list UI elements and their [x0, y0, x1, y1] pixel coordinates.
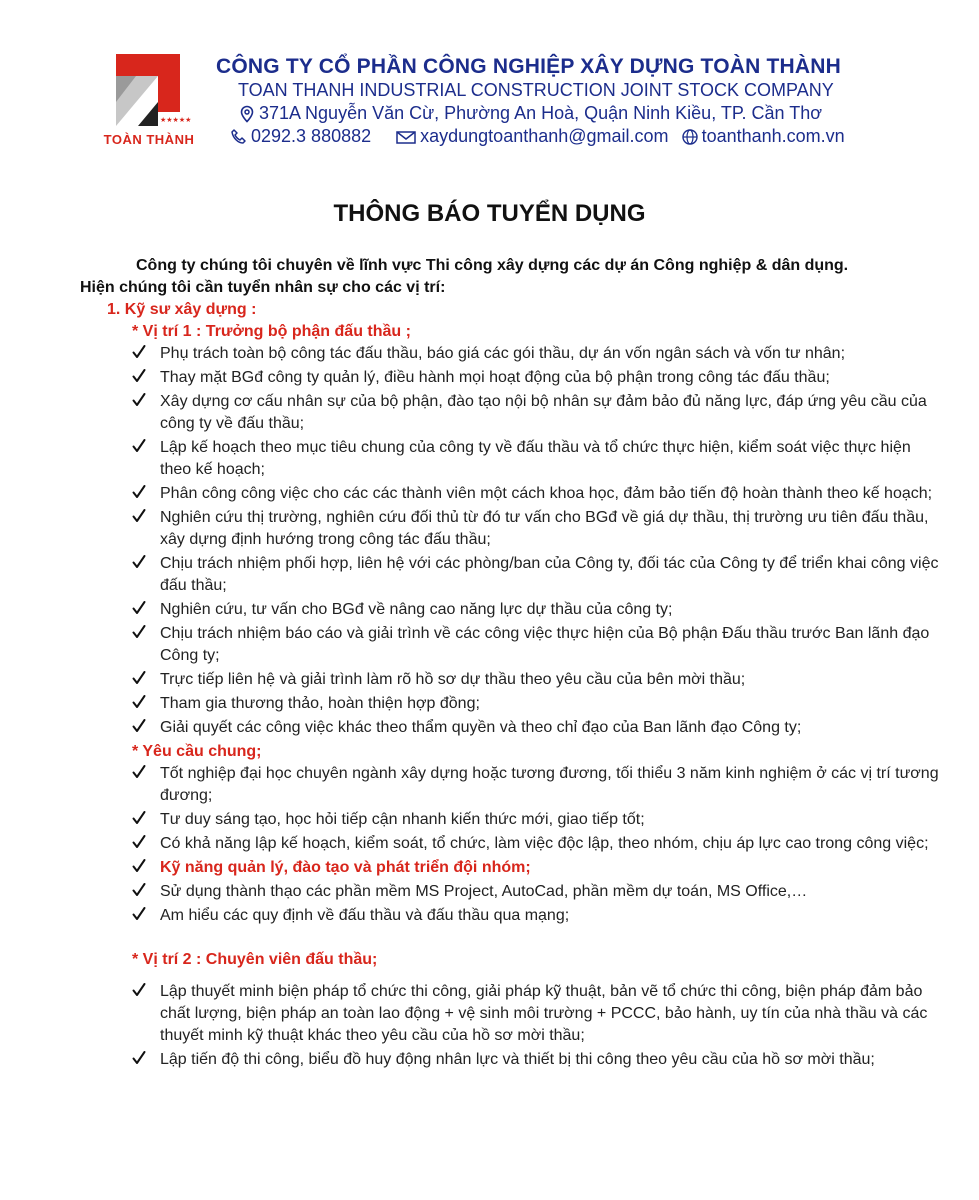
checkmark-icon	[132, 438, 146, 454]
list-item-text: Nghiên cứu, tư vấn cho BGđ về nâng cao năng lực dự thầu của công ty;	[160, 601, 673, 618]
intro	[80, 255, 940, 299]
list-item-text: Lập tiến độ thi công, biểu đồ huy động nhân lực và thiết bị thi công theo yêu cầu của hồ sơ mời thầu;	[160, 1051, 875, 1068]
checkmark-icon	[132, 764, 146, 780]
checkmark-icon	[132, 982, 146, 998]
position-1-duties	[80, 343, 940, 739]
list-item	[80, 623, 940, 667]
address-row	[238, 103, 822, 124]
logo-text: TOÀN THÀNH	[103, 132, 195, 147]
list-item-text: Có khả năng lập kế hoạch, kiểm soát, tổ chức, làm việc độc lập, theo nhóm, chịu áp lực cao trong công việc;	[160, 835, 929, 852]
checkmark-icon	[132, 344, 146, 360]
list-item	[80, 905, 940, 927]
company-name-vi: CÔNG TY CỔ PHẦN CÔNG NGHIỆP XÂY DỰNG TOÀN THÀNH	[216, 55, 841, 78]
list-item-text: Lập thuyết minh biện pháp tổ chức thi công, giải pháp kỹ thuật, bản vẽ tổ chức thi công, biện pháp đảm bảo chất lượng, biện pháp an toàn lao động + vệ sinh môi trường + PCCC, bảo hành, uy tín của nhà thầu và các thuyết minh kỹ thuật khác theo yêu cầu của hồ sơ mời thầu;	[160, 983, 928, 1044]
website-text[interactable]: toanthanh.com.vn	[701, 126, 845, 146]
checkmark-icon	[132, 624, 146, 640]
location-pin-icon	[238, 105, 256, 123]
position-2-heading: * Vị trí 2 : Chuyên viên đấu thầu;	[132, 951, 378, 968]
document-body	[80, 255, 940, 1073]
list-item-text: Phân công công việc cho các các thành viên một cách khoa học, đảm bảo tiến độ hoàn thành theo kế hoạch;	[160, 485, 933, 502]
svg-text:★★★★★: ★★★★★	[160, 116, 192, 124]
checkmark-icon	[132, 392, 146, 408]
company-logo	[88, 52, 210, 152]
list-item	[80, 809, 940, 831]
list-item	[80, 483, 940, 505]
checkmark-icon	[132, 600, 146, 616]
list-item	[80, 1049, 940, 1071]
list-item	[80, 981, 940, 1047]
page-title: THÔNG BÁO TUYỂN DỤNG	[333, 200, 646, 227]
address-text: 371A Nguyễn Văn Cừ, Phường An Hoà, Quận Ninh Kiều, TP. Cần Thơ	[259, 103, 823, 123]
checkmark-icon	[132, 718, 146, 734]
checkmark-icon	[132, 368, 146, 384]
phone-icon	[230, 128, 248, 146]
list-item	[80, 857, 940, 879]
list-item	[80, 763, 940, 807]
list-item-text: Thay mặt BGđ công ty quản lý, điều hành mọi hoạt động của bộ phận trong công tác đấu thầu;	[160, 369, 830, 386]
list-item-text: Giải quyết các công việc khác theo thẩm quyền và theo chỉ đạo của Ban lãnh đạo Công ty;	[160, 719, 802, 736]
requirements-heading: * Yêu cầu chung;	[132, 743, 262, 760]
list-item	[80, 669, 940, 691]
list-item-text: Trực tiếp liên hệ và giải trình làm rõ hồ sơ dự thầu theo yêu cầu của bên mời thầu;	[160, 671, 746, 688]
checkmark-icon	[132, 484, 146, 500]
list-item-text: Tốt nghiệp đại học chuyên ngành xây dựng hoặc tương đương, tối thiểu 3 năm kinh nghiệm ở các vị trí tương đương;	[160, 765, 939, 804]
checkmark-icon	[132, 810, 146, 826]
checkmark-icon	[132, 906, 146, 922]
logo-mark-icon	[88, 52, 210, 132]
list-item-text: Nghiên cứu thị trường, nghiên cứu đối thủ từ đó tư vấn cho BGđ về giá dự thầu, thị trường ưu tiên đấu thầu, xây dựng định hướng trong công tác đấu thầu;	[160, 509, 929, 548]
list-item-text: Xây dựng cơ cấu nhân sự của bộ phận, đào tạo nội bộ nhân sự đảm bảo đủ năng lực, đáp ứng yêu cầu của công ty về đấu thầu;	[160, 393, 927, 432]
checkmark-icon	[132, 670, 146, 686]
checkmark-icon	[132, 858, 146, 874]
list-item	[80, 881, 940, 903]
list-item	[80, 833, 940, 855]
company-name-en: TOAN THANH INDUSTRIAL CONSTRUCTION JOINT STOCK COMPANY	[238, 80, 834, 100]
list-item	[80, 599, 940, 621]
list-item-text: Chịu trách nhiệm phối hợp, liên hệ với các phòng/ban của Công ty, đối tác của Công ty để triển khai công việc đấu thầu;	[160, 555, 939, 594]
list-item	[80, 437, 940, 481]
list-item-text: Chịu trách nhiệm báo cáo và giải trình về các công việc thực hiện của Bộ phận Đấu thầu trước Ban lãnh đạo Công ty;	[160, 625, 930, 664]
list-item	[80, 553, 940, 597]
position-1-heading: * Vị trí 1 : Trưởng bộ phận đấu thầu ;	[132, 323, 411, 340]
email-text[interactable]: xaydungtoanthanh@gmail.com	[420, 126, 669, 146]
checkmark-icon	[132, 508, 146, 524]
section-heading: 1. Kỹ sư xây dựng :	[107, 301, 257, 318]
phone-text: 0292.3 880882	[251, 126, 372, 146]
letterhead	[0, 0, 979, 170]
list-item-text: Phụ trách toàn bộ công tác đấu thầu, báo giá các gói thầu, dự án vốn ngân sách và vốn tư nhân;	[160, 345, 846, 362]
email-icon	[395, 128, 417, 146]
list-item	[80, 507, 940, 551]
list-item-text: Tư duy sáng tạo, học hỏi tiếp cận nhanh kiến thức mới, giao tiếp tốt;	[160, 811, 645, 828]
list-item	[80, 367, 940, 389]
checkmark-icon	[132, 882, 146, 898]
contact-row	[230, 126, 845, 147]
list-item	[80, 391, 940, 435]
globe-icon	[681, 128, 699, 146]
checkmark-icon	[132, 694, 146, 710]
checkmark-icon	[132, 554, 146, 570]
list-item-text: Am hiểu các quy định về đấu thầu và đấu thầu qua mạng;	[160, 907, 570, 924]
intro-line-1: Công ty chúng tôi chuyên về lĩnh vực Thi công xây dựng các dự án Công nghiệp & dân dụng.	[136, 257, 849, 274]
list-item-text: Tham gia thương thảo, hoàn thiện hợp đồng;	[160, 695, 480, 712]
list-item-text: Sử dụng thành thạo các phần mềm MS Project, AutoCad, phần mềm dự toán, MS Office,…	[160, 883, 808, 900]
list-item	[80, 343, 940, 365]
checkmark-icon	[132, 834, 146, 850]
requirements-list	[80, 763, 940, 927]
checkmark-icon	[132, 1050, 146, 1066]
list-item-text: Kỹ năng quản lý, đào tạo và phát triển đội nhóm;	[160, 859, 531, 876]
list-item-text: Lập kế hoạch theo mục tiêu chung của công ty về đấu thầu và tổ chức thực hiện, kiểm soát việc thực hiện theo kế hoạch;	[160, 439, 911, 478]
position-2-duties	[80, 981, 940, 1071]
intro-line-2: Hiện chúng tôi cần tuyển nhân sự cho các vị trí:	[80, 279, 446, 296]
list-item	[80, 693, 940, 715]
list-item	[80, 717, 940, 739]
